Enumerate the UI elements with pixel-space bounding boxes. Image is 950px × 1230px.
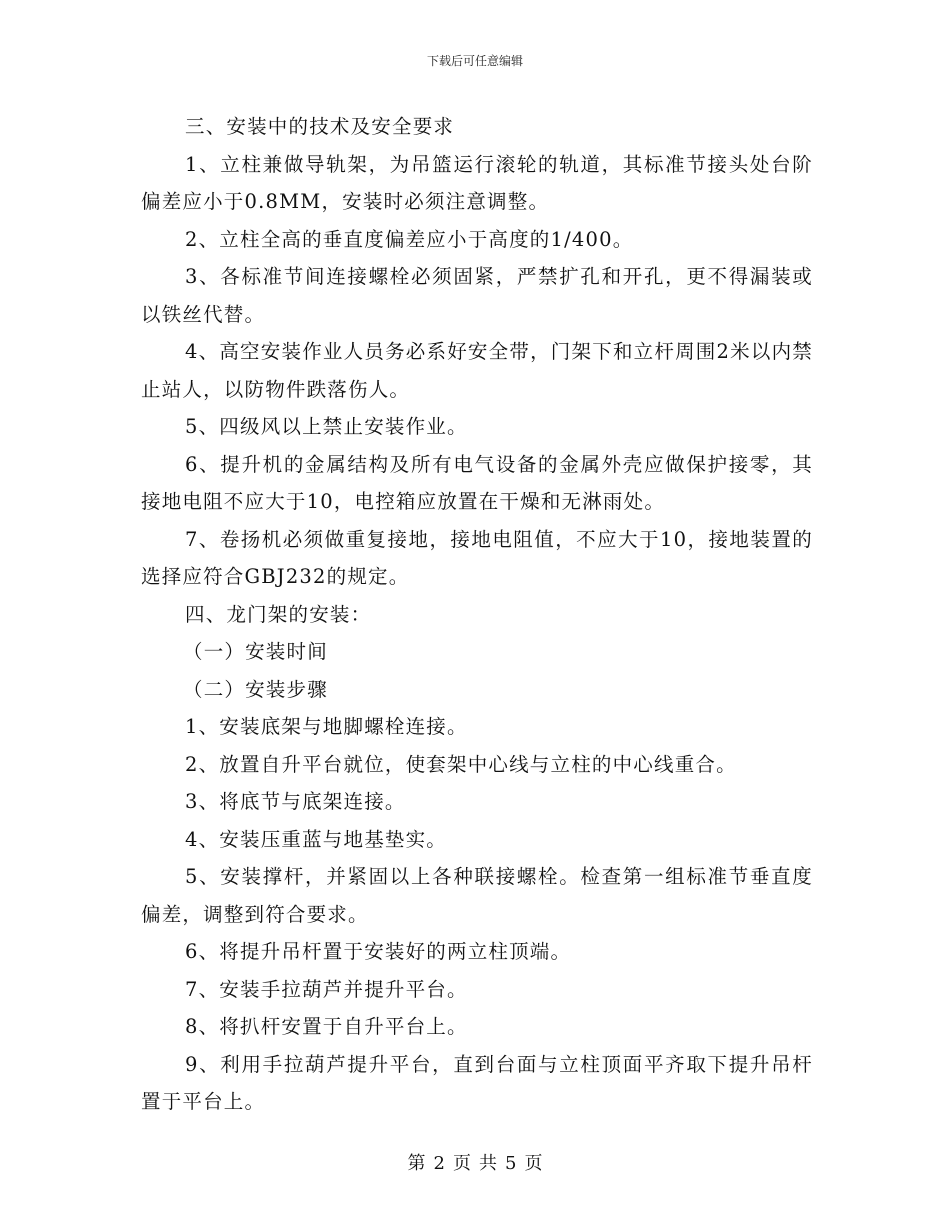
- paragraph: 2、放置自升平台就位，使套架中心线与立柱的中心线重合。: [185, 752, 737, 776]
- section-heading-3: 三、安装中的技术及安全要求: [185, 115, 455, 138]
- subsection-heading: （二）安装步骤: [183, 677, 328, 701]
- footer-page-prefix: 第: [407, 1153, 426, 1174]
- paragraph: 3、各标准节间连接螺栓必须固紧，严禁扩孔和开孔，更不得漏装或以铁丝代替。: [141, 265, 813, 326]
- paragraph: 7、卷扬机必须做重复接地，接地电阻值，不应大于10，接地装置的选择应符合GBJ232的规定。: [141, 527, 813, 588]
- paragraph: 2、立柱全高的垂直度偏差应小于高度的1/400。: [185, 227, 634, 251]
- page-footer: [0, 1152, 950, 1176]
- section-heading-4: 四、龙门架的安装：: [185, 602, 372, 626]
- subsection-heading: （一）安装时间: [183, 640, 328, 663]
- footer-total-pages: 5: [505, 1153, 517, 1174]
- footer-page-number: 2: [433, 1153, 445, 1174]
- paragraph: 5、安装撑杆，并紧固以上各种联接螺栓。检查第一组标准节垂直度偏差，调整到符合要求。: [141, 865, 813, 926]
- footer-page-suffix: 页: [524, 1153, 543, 1174]
- paragraph: 6、提升机的金属结构及所有电气设备的金属外壳应做保护接零，其接地电阻不应大于10，电控箱应放置在干燥和无淋雨处。: [141, 452, 813, 513]
- paragraph: 9、利用手拉葫芦提升平台，直到台面与立柱顶面平齐取下提升吊杆置于平台上。: [141, 1052, 813, 1113]
- page-header: 下载后可任意编辑: [426, 54, 523, 68]
- paragraph: 4、高空安装作业人员务必系好安全带，门架下和立杆周围2米以内禁止站人，以防物件跌落伤人。: [141, 340, 813, 401]
- footer-total-label: 共: [479, 1153, 497, 1174]
- paragraph: 1、安装底架与地脚螺栓连接。: [185, 715, 468, 738]
- paragraph: 3、将底节与底架连接。: [185, 790, 406, 813]
- paragraph: 7、安装手拉葫芦并提升平台。: [185, 977, 468, 1001]
- paragraph: 8、将扒杆安置于自升平台上。: [185, 1015, 468, 1038]
- paragraph: 1、立柱兼做导轨架，为吊篮运行滚轮的轨道，其标准节接头处台阶偏差应小于0.8MM，安装时必须注意调整。: [141, 152, 813, 213]
- paragraph: 5、四级风以上禁止安装作业。: [185, 415, 468, 438]
- document-body: [141, 108, 813, 1121]
- paragraph: 6、将提升吊杆置于安装好的两立柱顶端。: [185, 940, 572, 963]
- paragraph: 4、安装压重蓝与地基垫实。: [185, 827, 448, 851]
- footer-page-mid: 页: [453, 1153, 471, 1174]
